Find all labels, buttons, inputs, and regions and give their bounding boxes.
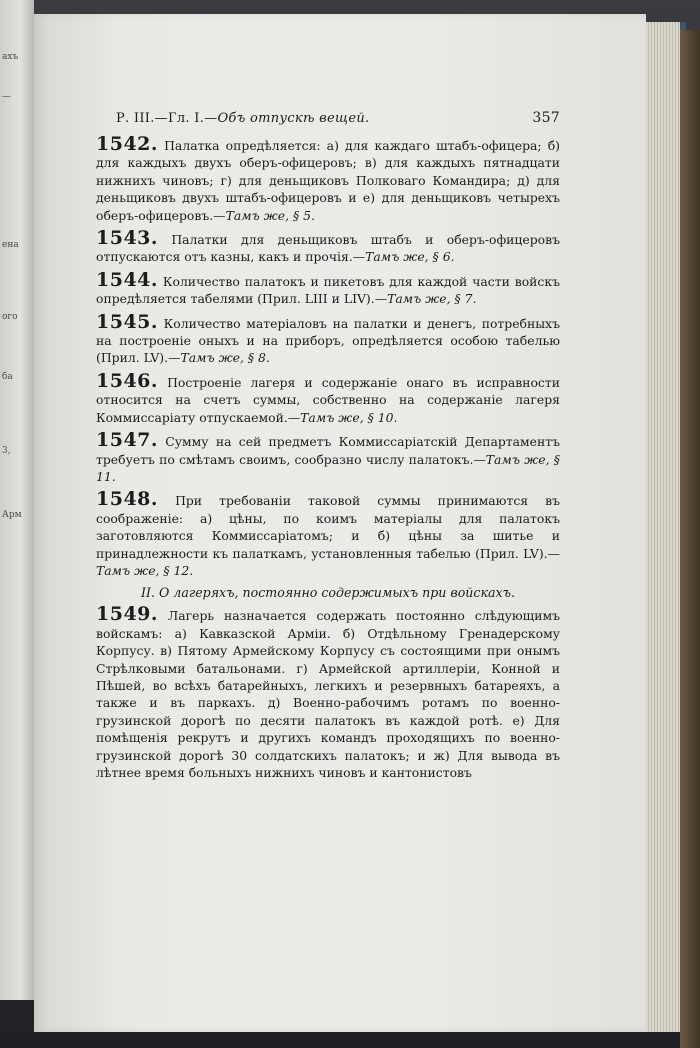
article-1548 — [96, 488, 560, 579]
article-reference: —Тамъ же, § 6. — [352, 249, 455, 265]
book-cover — [680, 30, 700, 1048]
article-reference: —Тамъ же, § 11. — [96, 451, 560, 484]
article-number: 1547. — [96, 429, 158, 452]
article-1542 — [96, 133, 560, 224]
article-reference: —Тамъ же, § 5. — [213, 207, 315, 223]
article-text: Сумму на сей предметъ Коммиссаріатскій Департаментъ требуетъ по смѣтамъ своимъ, сообразно числу палатокъ. — [96, 434, 560, 467]
article-number: 1544. — [96, 268, 158, 291]
article-number: 1545. — [96, 310, 158, 333]
article-text: Построеніе лагеря и содержаніе онаго въ исправности относится на счетъ суммы, собственно на содержаніе лагеря Коммиссаріату отпускаемой. — [96, 374, 560, 425]
article-1545 — [96, 310, 560, 367]
running-header — [116, 110, 560, 126]
article-reference: —Тамъ же, § 10. — [287, 409, 398, 425]
left-fragment: 3, — [2, 446, 11, 456]
article-1547 — [96, 429, 560, 485]
article-reference: —Тамъ же, § 8. — [168, 350, 270, 366]
article-reference: —Тамъ же, § 7. — [374, 291, 477, 307]
article-text: При требованіи таковой суммы принимаются въ соображеніе: а) цѣны, по коимъ матеріалы для палатокъ заготовляются Коммиссаріатомъ; и б) цѣны за шитье и принадлежности къ палаткамъ, установленныя табелью (Прил. LV). — [96, 493, 560, 561]
article-text: Количество палатокъ и пикетовъ для каждой части войскъ опредѣляется табелями (Прил. LIII и LIV). — [96, 273, 560, 307]
left-fragment: ого — [2, 312, 18, 322]
article-number: 1546. — [96, 369, 158, 392]
page-content — [96, 110, 560, 787]
left-fragment: ба — [2, 372, 13, 382]
article-number: 1549. — [96, 603, 158, 626]
article-text: Лагерь назначается содержать постоянно слѣдующимъ войскамъ: а) Кавказской Арміи. б) Отдѣльному Гренадерскому Корпусу. в) Пятому Армейскому Корпусу съ состоящими при онымъ Стрѣлковыми батальонами. г) Армейской артиллеріи, Конной и Пѣшей, во всѣхъ батарейныхъ, легкихъ и резервныхъ батареяхъ, а также и въ паркахъ. д) Военно-рабочимъ ротамъ по военно-грузинской дорогѣ по десяти палатокъ въ каждой ротѣ. е) Для помѣщенія рекрутъ и другихъ командъ проходящихъ по военно-грузинской дорогѣ 30 солдатскихъ палатокъ; и ж) Для вывода въ лѣтнее время больныхъ нижнихъ чиновъ и кантонистовъ — [96, 608, 560, 780]
article-reference: —Тамъ же, § 12. — [96, 545, 560, 578]
facing-page-edge — [0, 0, 34, 1000]
article-1546 — [96, 369, 560, 426]
article-number: 1548. — [96, 488, 158, 511]
header-title — [116, 111, 369, 126]
left-fragment: Арм — [2, 510, 22, 520]
article-text: Палатки для деньщиковъ штабъ и оберъ-офицеровъ отпускаются отъ казны, какъ и прочія. — [96, 232, 560, 265]
article-text: Количество матеріаловъ на палатки и денегъ, потребныхъ на построеніе оныхъ и на приборъ, опредѣляется особою табелью (Прил. LV). — [96, 315, 560, 366]
left-fragment: ена — [2, 240, 19, 250]
article-number: 1543. — [96, 227, 158, 250]
article-text: Палатка опредѣляется: а) для каждаго штабъ-офицера; б) для каждыхъ двухъ оберъ-офицеровъ; в) для каждыхъ пятнадцати нижнихъ чиновъ; г) для деньщиковъ Полковаго Командира; д) для деньщиковъ двухъ штабъ-офицеровъ и е) для деньщиковъ четырехъ оберъ-офицеровъ. — [96, 138, 560, 223]
section-subheading: II. О лагеряхъ, постоянно содержимыхъ при войскахъ. — [141, 585, 515, 601]
header-section: Р. III.—Гл. I.— — [116, 111, 218, 126]
article-1544 — [96, 268, 560, 308]
book-page — [34, 14, 646, 1032]
left-fragment: — — [2, 92, 11, 102]
article-1549 — [96, 603, 560, 781]
article-number: 1542. — [96, 133, 158, 155]
page-number: 357 — [532, 110, 560, 126]
article-1543 — [96, 227, 560, 266]
left-fragment: ахъ — [2, 52, 19, 62]
header-chapter-title: Объ отпускѣ вещей. — [217, 111, 370, 126]
